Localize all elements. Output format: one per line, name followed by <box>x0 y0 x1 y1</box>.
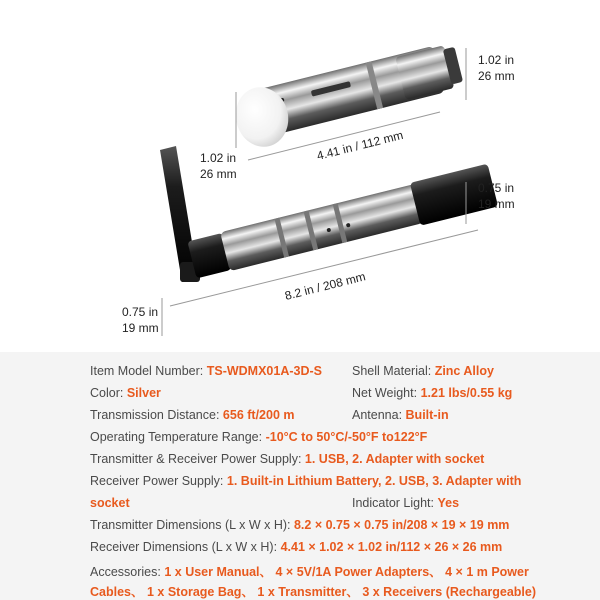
temp-value: -10°C to 50°C/-50°F to122°F <box>265 430 428 444</box>
receiver-right-mm: 26 mm <box>478 69 515 83</box>
spec-model <box>90 364 322 378</box>
spec-rx-power-cont <box>90 496 130 510</box>
transmitter-right-in: 0.75 in <box>478 181 515 195</box>
spec-panel <box>0 352 600 600</box>
temp-label: Operating Temperature Range: <box>90 430 263 444</box>
weight-label: Net Weight: <box>352 386 418 400</box>
rx-power-label: Receiver Power Supply: <box>90 474 224 488</box>
spec-txrx-power <box>90 452 484 466</box>
spec-tx-dimensions <box>90 518 509 532</box>
spec-rx-dimensions <box>90 540 502 554</box>
model-label: Item Model Number: <box>90 364 204 378</box>
transmitter-right-mm: 19 mm <box>478 197 515 211</box>
txrx-power-value: 1. USB, 2. Adapter with socket <box>304 452 485 466</box>
rx-power-value-2: socket <box>90 496 130 510</box>
receiver-left-mm: 26 mm <box>200 167 237 181</box>
spec-distance <box>90 408 295 422</box>
acc-label: Accessories: <box>90 565 161 579</box>
tx-dim-value: 8.2 × 0.75 × 0.75 in/208 × 19 × 19 mm <box>293 518 510 532</box>
receiver-right-in: 1.02 in <box>478 53 515 67</box>
color-label: Color: <box>90 386 124 400</box>
rx-dim-label: Receiver Dimensions (L x W x H): <box>90 540 278 554</box>
rx-dim-value: 4.41 × 1.02 × 1.02 in/112 × 26 × 26 mm <box>280 540 503 554</box>
indicator-label: Indicator Light: <box>352 496 434 510</box>
spec-accessories-cont <box>90 582 536 600</box>
receiver-length: 4.41 in / 112 mm <box>315 127 405 163</box>
weight-value: 1.21 lbs/0.55 kg <box>420 386 513 400</box>
spec-accessories <box>90 562 529 580</box>
spec-shell <box>352 364 494 378</box>
acc-value-1: 1 x User Manual、 4 × 5V/1A Power Adapters、 4 × 1 m Power <box>164 565 529 579</box>
transmitter-left-mm: 19 mm <box>122 321 159 335</box>
color-value: Silver <box>126 386 161 400</box>
antenna-label: Antenna: <box>352 408 403 422</box>
spec-indicator <box>352 496 459 510</box>
txrx-power-label: Transmitter & Receiver Power Supply: <box>90 452 302 466</box>
receiver-left-in: 1.02 in <box>200 151 237 165</box>
transmitter-left-in: 0.75 in <box>122 305 159 319</box>
spec-temperature <box>90 430 427 444</box>
spec-color <box>90 386 161 400</box>
model-value: TS-WDMX01A-3D-S <box>206 364 323 378</box>
tx-dim-label: Transmitter Dimensions (L x W x H): <box>90 518 291 532</box>
rx-power-value-1: 1. Built-in Lithium Battery, 2. USB, 3. Adapter with <box>226 474 522 488</box>
spec-weight <box>352 386 512 400</box>
transmitter-length: 8.2 in / 208 mm <box>283 269 367 303</box>
distance-label: Transmission Distance: <box>90 408 220 422</box>
indicator-value: Yes <box>437 496 460 510</box>
shell-label: Shell Material: <box>352 364 432 378</box>
shell-value: Zinc Alloy <box>434 364 494 378</box>
spec-antenna <box>352 408 449 422</box>
spec-rx-power <box>90 474 521 488</box>
acc-value-2: Cables、 1 x Storage Bag、 1 x Transmitter、 3 x Receivers (Rechargeable) <box>90 585 537 599</box>
distance-value: 656 ft/200 m <box>222 408 295 422</box>
antenna-value: Built-in <box>405 408 449 422</box>
